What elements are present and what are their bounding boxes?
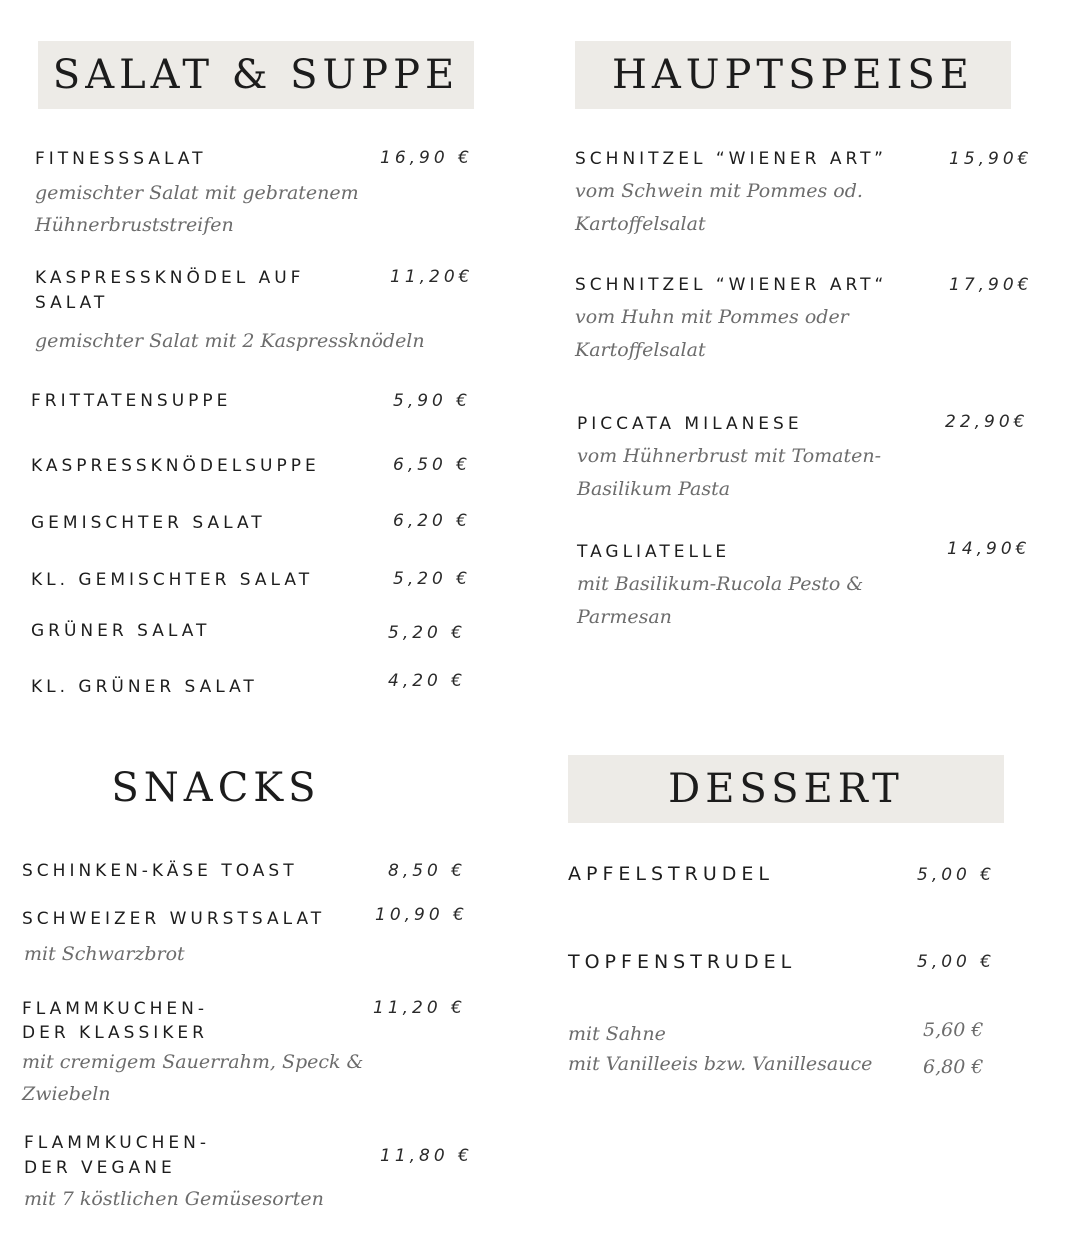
menu-item-price: 5,00 € bbox=[917, 952, 996, 972]
extra-label: mit Vanilleeis bzw. Vanillesauce bbox=[568, 1053, 873, 1075]
menu-item-description: mit cremigem Sauerrahm, Speck & bbox=[22, 1051, 364, 1073]
menu-item-description: Parmesan bbox=[577, 606, 672, 628]
menu-item-price: 8,50 € bbox=[388, 861, 467, 881]
section-title-dessert: DESSERT bbox=[568, 755, 1004, 823]
menu-item-description: Hühnerbruststreifen bbox=[35, 214, 234, 236]
menu-item-name: GEMISCHTER SALAT bbox=[31, 513, 266, 533]
menu-item-description: mit Schwarzbrot bbox=[24, 943, 185, 965]
menu-item-price: 10,90 € bbox=[375, 905, 468, 925]
menu-item-price: 6,50 € bbox=[393, 455, 472, 475]
menu-item-name: FLAMMKUCHEN- bbox=[22, 999, 208, 1019]
menu-item-price: 11,20 € bbox=[373, 998, 466, 1018]
menu-item-price: 14,90€ bbox=[947, 539, 1031, 559]
menu-item-name: DER VEGANE bbox=[24, 1158, 176, 1178]
menu-item-name: FRITTATENSUPPE bbox=[31, 391, 232, 411]
menu-item-price: 5,90 € bbox=[393, 391, 472, 411]
menu-item-description: Kartoffelsalat bbox=[575, 339, 706, 361]
menu-item-description: gemischter Salat mit gebratenem bbox=[35, 182, 359, 204]
menu-item-price: 5,00 € bbox=[917, 865, 996, 885]
menu-item-name: APFELSTRUDEL bbox=[568, 863, 774, 885]
menu-item-name: TAGLIATELLE bbox=[577, 542, 731, 562]
menu-item-name: GRÜNER SALAT bbox=[31, 621, 211, 641]
menu-item-name: KL. GEMISCHTER SALAT bbox=[31, 570, 314, 590]
menu-item-price: 22,90€ bbox=[945, 412, 1029, 432]
section-title-hauptspeise: HAUPTSPEISE bbox=[575, 41, 1011, 109]
menu-item-name: TOPFENSTRUDEL bbox=[568, 951, 797, 973]
menu-item-price: 17,90€ bbox=[949, 275, 1033, 295]
menu-item-description: mit Basilikum-Rucola Pesto & bbox=[577, 573, 864, 595]
menu-item-price: 5,20 € bbox=[393, 569, 472, 589]
menu-item-name: SALAT bbox=[35, 293, 109, 313]
extra-label: mit Sahne bbox=[568, 1023, 666, 1045]
extra-price: 5,60 € bbox=[923, 1019, 984, 1041]
menu-item-description: Basilikum Pasta bbox=[577, 478, 731, 500]
menu-item-description: vom Schwein mit Pommes od. bbox=[575, 180, 863, 202]
section-title-snacks: SNACKS bbox=[111, 765, 321, 811]
menu-item-name: KASPRESSKNÖDELSUPPE bbox=[31, 456, 320, 476]
menu-item-name: FLAMMKUCHEN- bbox=[24, 1133, 210, 1153]
menu-item-price: 4,20 € bbox=[388, 671, 467, 691]
menu-item-name: KL. GRÜNER SALAT bbox=[31, 677, 258, 697]
menu-item-name: SCHINKEN-KÄSE TOAST bbox=[22, 861, 298, 881]
menu-item-name: SCHNITZEL “WIENER ART” bbox=[575, 149, 887, 169]
menu-item-price: 11,20€ bbox=[390, 267, 474, 287]
menu-item-description: Zwiebeln bbox=[22, 1083, 111, 1105]
menu-item-description: gemischter Salat mit 2 Kaspressknödeln bbox=[35, 330, 425, 352]
menu-item-price: 15,90€ bbox=[949, 149, 1033, 169]
menu-item-description: mit 7 köstlichen Gemüsesorten bbox=[24, 1188, 324, 1210]
menu-item-name: FITNESSSALAT bbox=[35, 149, 207, 169]
menu-item-description: vom Huhn mit Pommes oder bbox=[575, 306, 849, 328]
section-title-salat-suppe: SALAT & SUPPE bbox=[38, 41, 474, 109]
menu-item-name: DER KLASSIKER bbox=[22, 1023, 208, 1043]
menu-item-name: KASPRESSKNÖDEL AUF bbox=[35, 268, 305, 288]
menu-item-description: Kartoffelsalat bbox=[575, 213, 706, 235]
extra-price: 6,80 € bbox=[923, 1056, 984, 1078]
menu-item-description: vom Hühnerbrust mit Tomaten- bbox=[577, 445, 882, 467]
menu-item-price: 16,90 € bbox=[380, 148, 473, 168]
menu-item-name: SCHWEIZER WURSTSALAT bbox=[22, 909, 326, 929]
menu-item-name: PICCATA MILANESE bbox=[577, 414, 803, 434]
menu-item-price: 5,20 € bbox=[388, 623, 467, 643]
menu-item-price: 11,80 € bbox=[380, 1146, 473, 1166]
menu-item-price: 6,20 € bbox=[393, 511, 472, 531]
menu-item-name: SCHNITZEL “WIENER ART“ bbox=[575, 275, 888, 295]
